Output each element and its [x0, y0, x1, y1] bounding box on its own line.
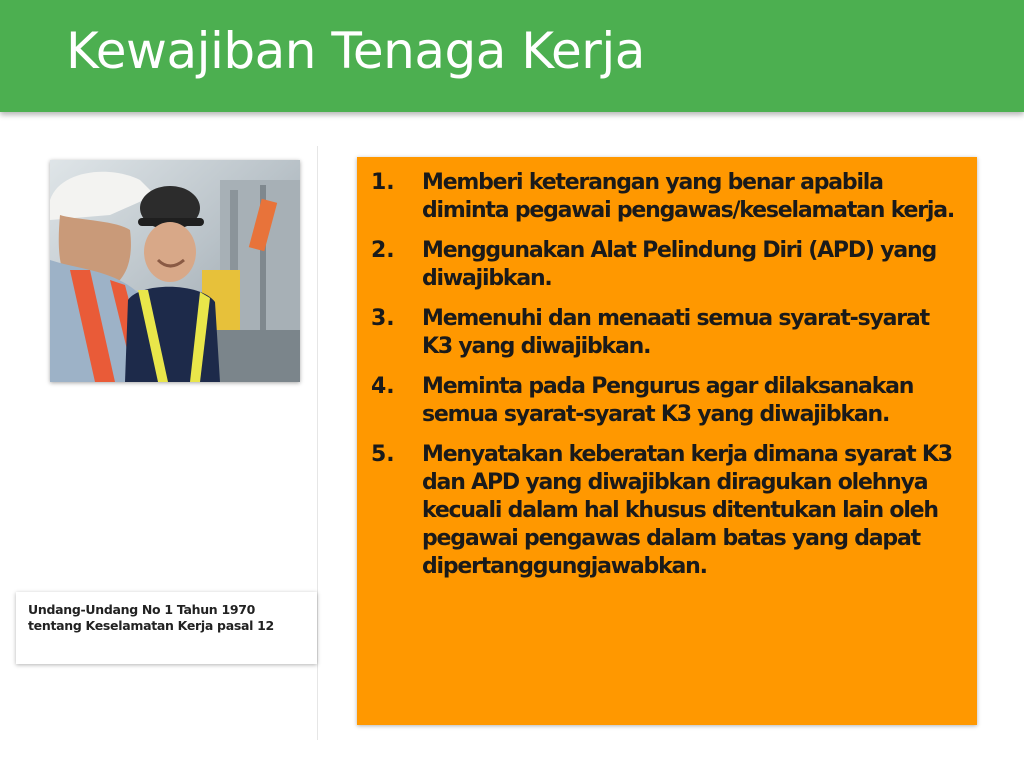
item-text: Memberi keterangan yang benar apabila diminta pegawai pengawas/keselamatan kerja.	[422, 170, 955, 223]
item-number: 5.	[371, 442, 395, 467]
item-text: Menggunakan Alat Pelindung Diri (APD) yang diwajibkan.	[422, 238, 937, 291]
caption-line-2: tentang Keselamatan Kerja pasal 12	[28, 618, 274, 633]
obligations-panel	[357, 157, 977, 725]
item-text: Memenuhi dan menaati semua syarat-syarat K3 yang diwajibkan.	[422, 306, 929, 359]
item-number: 2.	[371, 238, 395, 263]
item-text: Menyatakan keberatan kerja dimana syarat K3 dan APD yang diwajibkan diragukan olehnya kecuali dalam hal khusus ditentukan lain oleh pegawai pengawas dalam batas yang dapat dipertanggungjawabkan.	[422, 442, 952, 579]
workers-photo	[50, 160, 300, 382]
item-number: 3.	[371, 306, 395, 331]
item-number: 1.	[371, 170, 395, 195]
source-caption-card	[16, 592, 317, 664]
list-item	[371, 441, 961, 581]
title-bar	[0, 0, 1024, 112]
item-text: Meminta pada Pengurus agar dilaksanakan semua syarat-syarat K3 yang diwajibkan.	[422, 374, 914, 427]
obligations-list	[371, 169, 961, 593]
list-item	[371, 169, 961, 225]
slide-title: Kewajiban Tenaga Kerja	[66, 22, 645, 80]
vertical-divider	[317, 146, 318, 740]
caption-line-1: Undang-Undang No 1 Tahun 1970	[28, 602, 256, 617]
list-item	[371, 373, 961, 429]
list-item	[371, 305, 961, 361]
source-caption	[28, 602, 308, 634]
item-number: 4.	[371, 374, 395, 399]
workers-photo-image	[50, 160, 300, 382]
list-item	[371, 237, 961, 293]
